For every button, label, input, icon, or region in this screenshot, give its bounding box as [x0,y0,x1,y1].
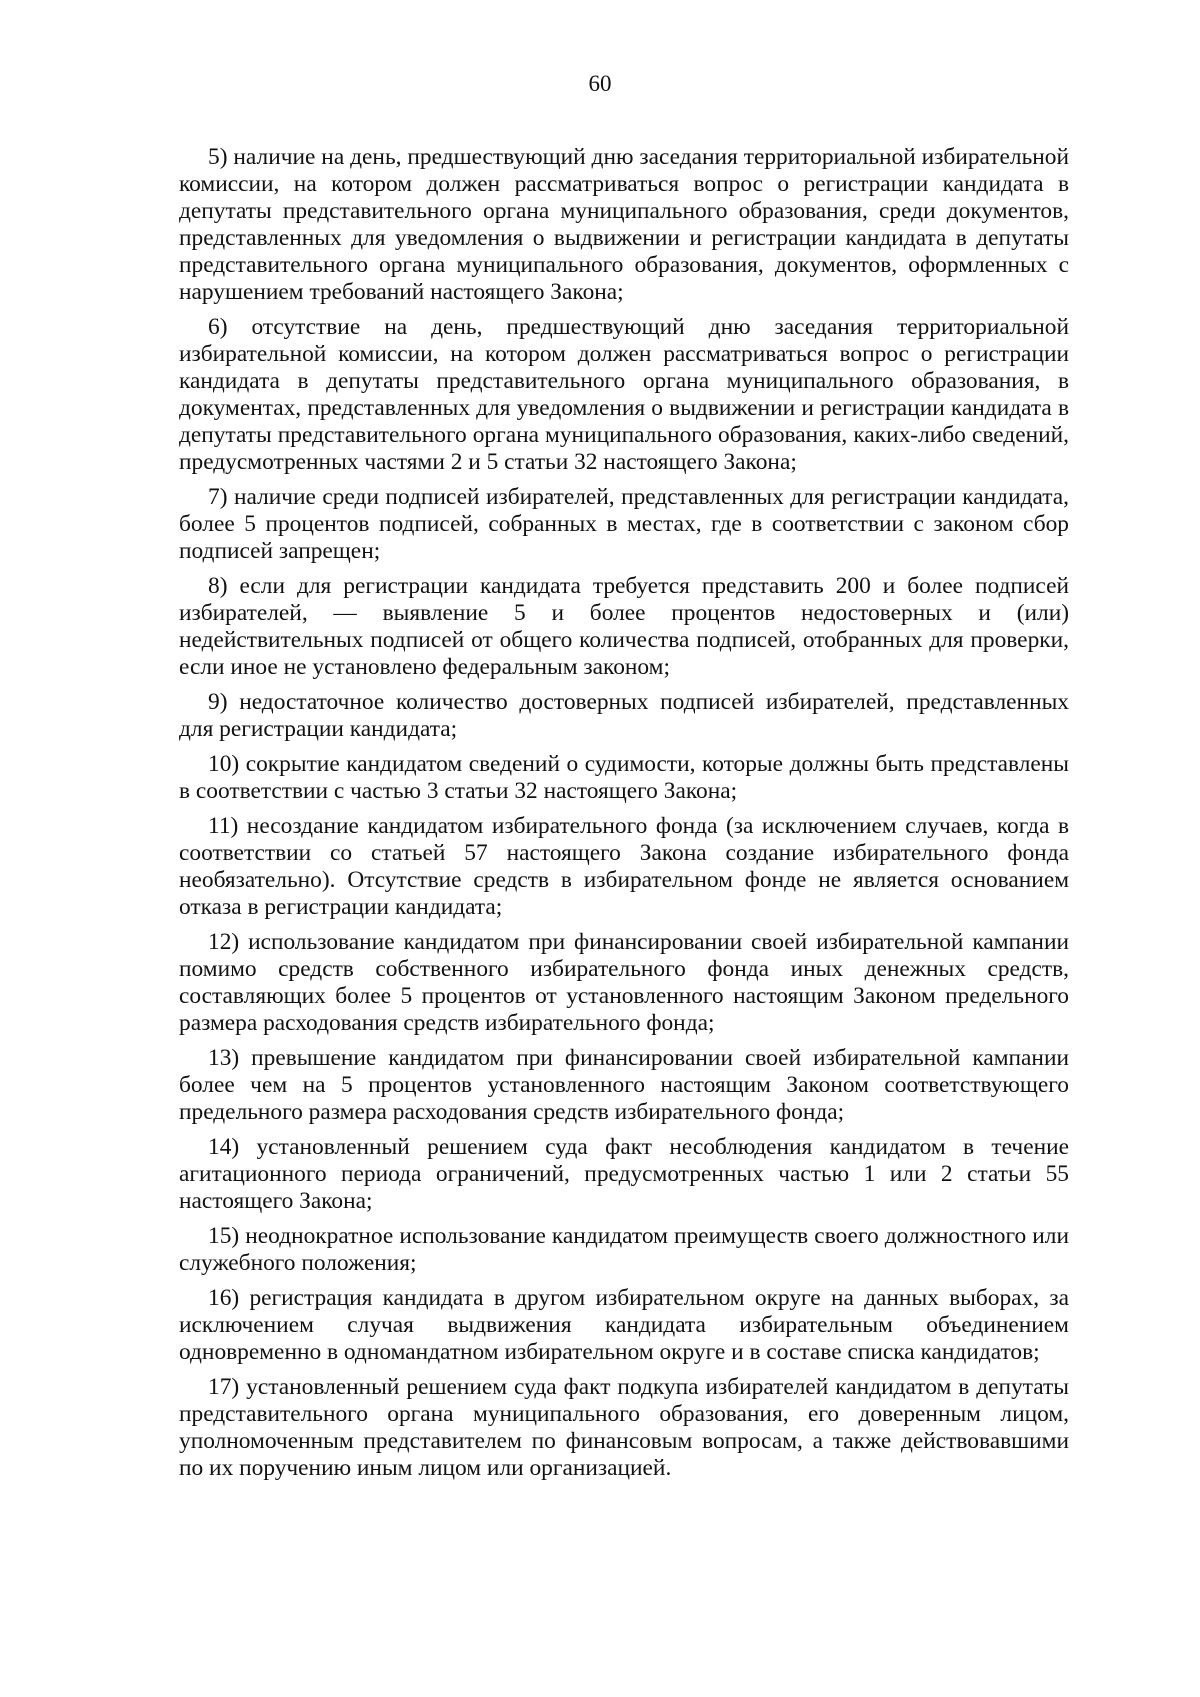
page-number: 60 [588,71,612,96]
paragraph-item-15: 15) неоднократное использование кандидатом преимуществ своего должностного или служебного положения; [179,1223,1069,1276]
paragraph-item-6: 6) отсутствие на день, предшествующий дню заседания территориальной избирательной комиссии, на котором должен рассматриваться вопрос о регистрации кандидата в депутаты представительного органа муниципального образования, в документах, представленных для уведомления о выдвижении и регистрации кандидата в депутаты представительного органа муниципального образования, каких-либо сведений, предусмотренных частями 2 и 5 статьи 32 настоящего Закона; [179,314,1069,475]
paragraph-item-11: 11) несоздание кандидатом избирательного фонда (за исключением случаев, когда в соответствии со статьей 57 настоящего Закона создание избирательного фонда необязательно). Отсутствие средств в избирательном фонде не является основанием отказа в регистрации кандидата; [179,813,1069,920]
paragraph-item-7: 7) наличие среди подписей избирателей, представленных для регистрации кандидата, более 5 процентов подписей, собранных в местах, где в соответствии с законом сбор подписей запрещен; [179,484,1069,564]
document-body [179,144,1069,1490]
paragraph-item-10: 10) сокрытие кандидатом сведений о судимости, которые должны быть представлены в соответствии с частью 3 статьи 32 настоящего Закона; [179,751,1069,804]
paragraph-item-8: 8) если для регистрации кандидата требуется представить 200 и более подписей избирателей, — выявление 5 и более процентов недостоверных и (или) недействительных подписей от общего количества подписей, отобранных для проверки, если иное не установлено федеральным законом; [179,573,1069,680]
paragraph-item-17: 17) установленный решением суда факт подкупа избирателей кандидатом в депутаты представительного органа муниципального образования, его доверенным лицом, уполномоченным представителем по финансовым вопросам, а также действовавшими по их поручению иным лицом или организацией. [179,1374,1069,1481]
paragraph-item-13: 13) превышение кандидатом при финансировании своей избирательной кампании более чем на 5 процентов установленного настоящим Законом соответствующего предельного размера расходования средств избирательного фонда; [179,1045,1069,1125]
paragraph-item-5: 5) наличие на день, предшествующий дню заседания территориальной избирательной комиссии, на котором должен рассматриваться вопрос о регистрации кандидата в депутаты представительного органа муниципального образования, среди документов, представленных для уведомления о выдвижении и регистрации кандидата в депутаты представительного органа муниципального образования, документов, оформленных с нарушением требований настоящего Закона; [179,144,1069,305]
paragraph-item-14: 14) установленный решением суда факт несоблюдения кандидатом в течение агитационного периода ограничений, предусмотренных частью 1 или 2 статьи 55 настоящего Закона; [179,1134,1069,1214]
paragraph-item-12: 12) использование кандидатом при финансировании своей избирательной кампании помимо средств собственного избирательного фонда иных денежных средств, составляющих более 5 процентов от установленного настоящим Законом предельного размера расходования средств избирательного фонда; [179,929,1069,1036]
paragraph-item-16: 16) регистрация кандидата в другом избирательном округе на данных выборах, за исключением случая выдвижения кандидата избирательным объединением одновременно в одномандатном избирательном округе и в составе списка кандидатов; [179,1285,1069,1365]
paragraph-item-9: 9) недостаточное количество достоверных подписей избирателей, представленных для регистрации кандидата; [179,689,1069,742]
